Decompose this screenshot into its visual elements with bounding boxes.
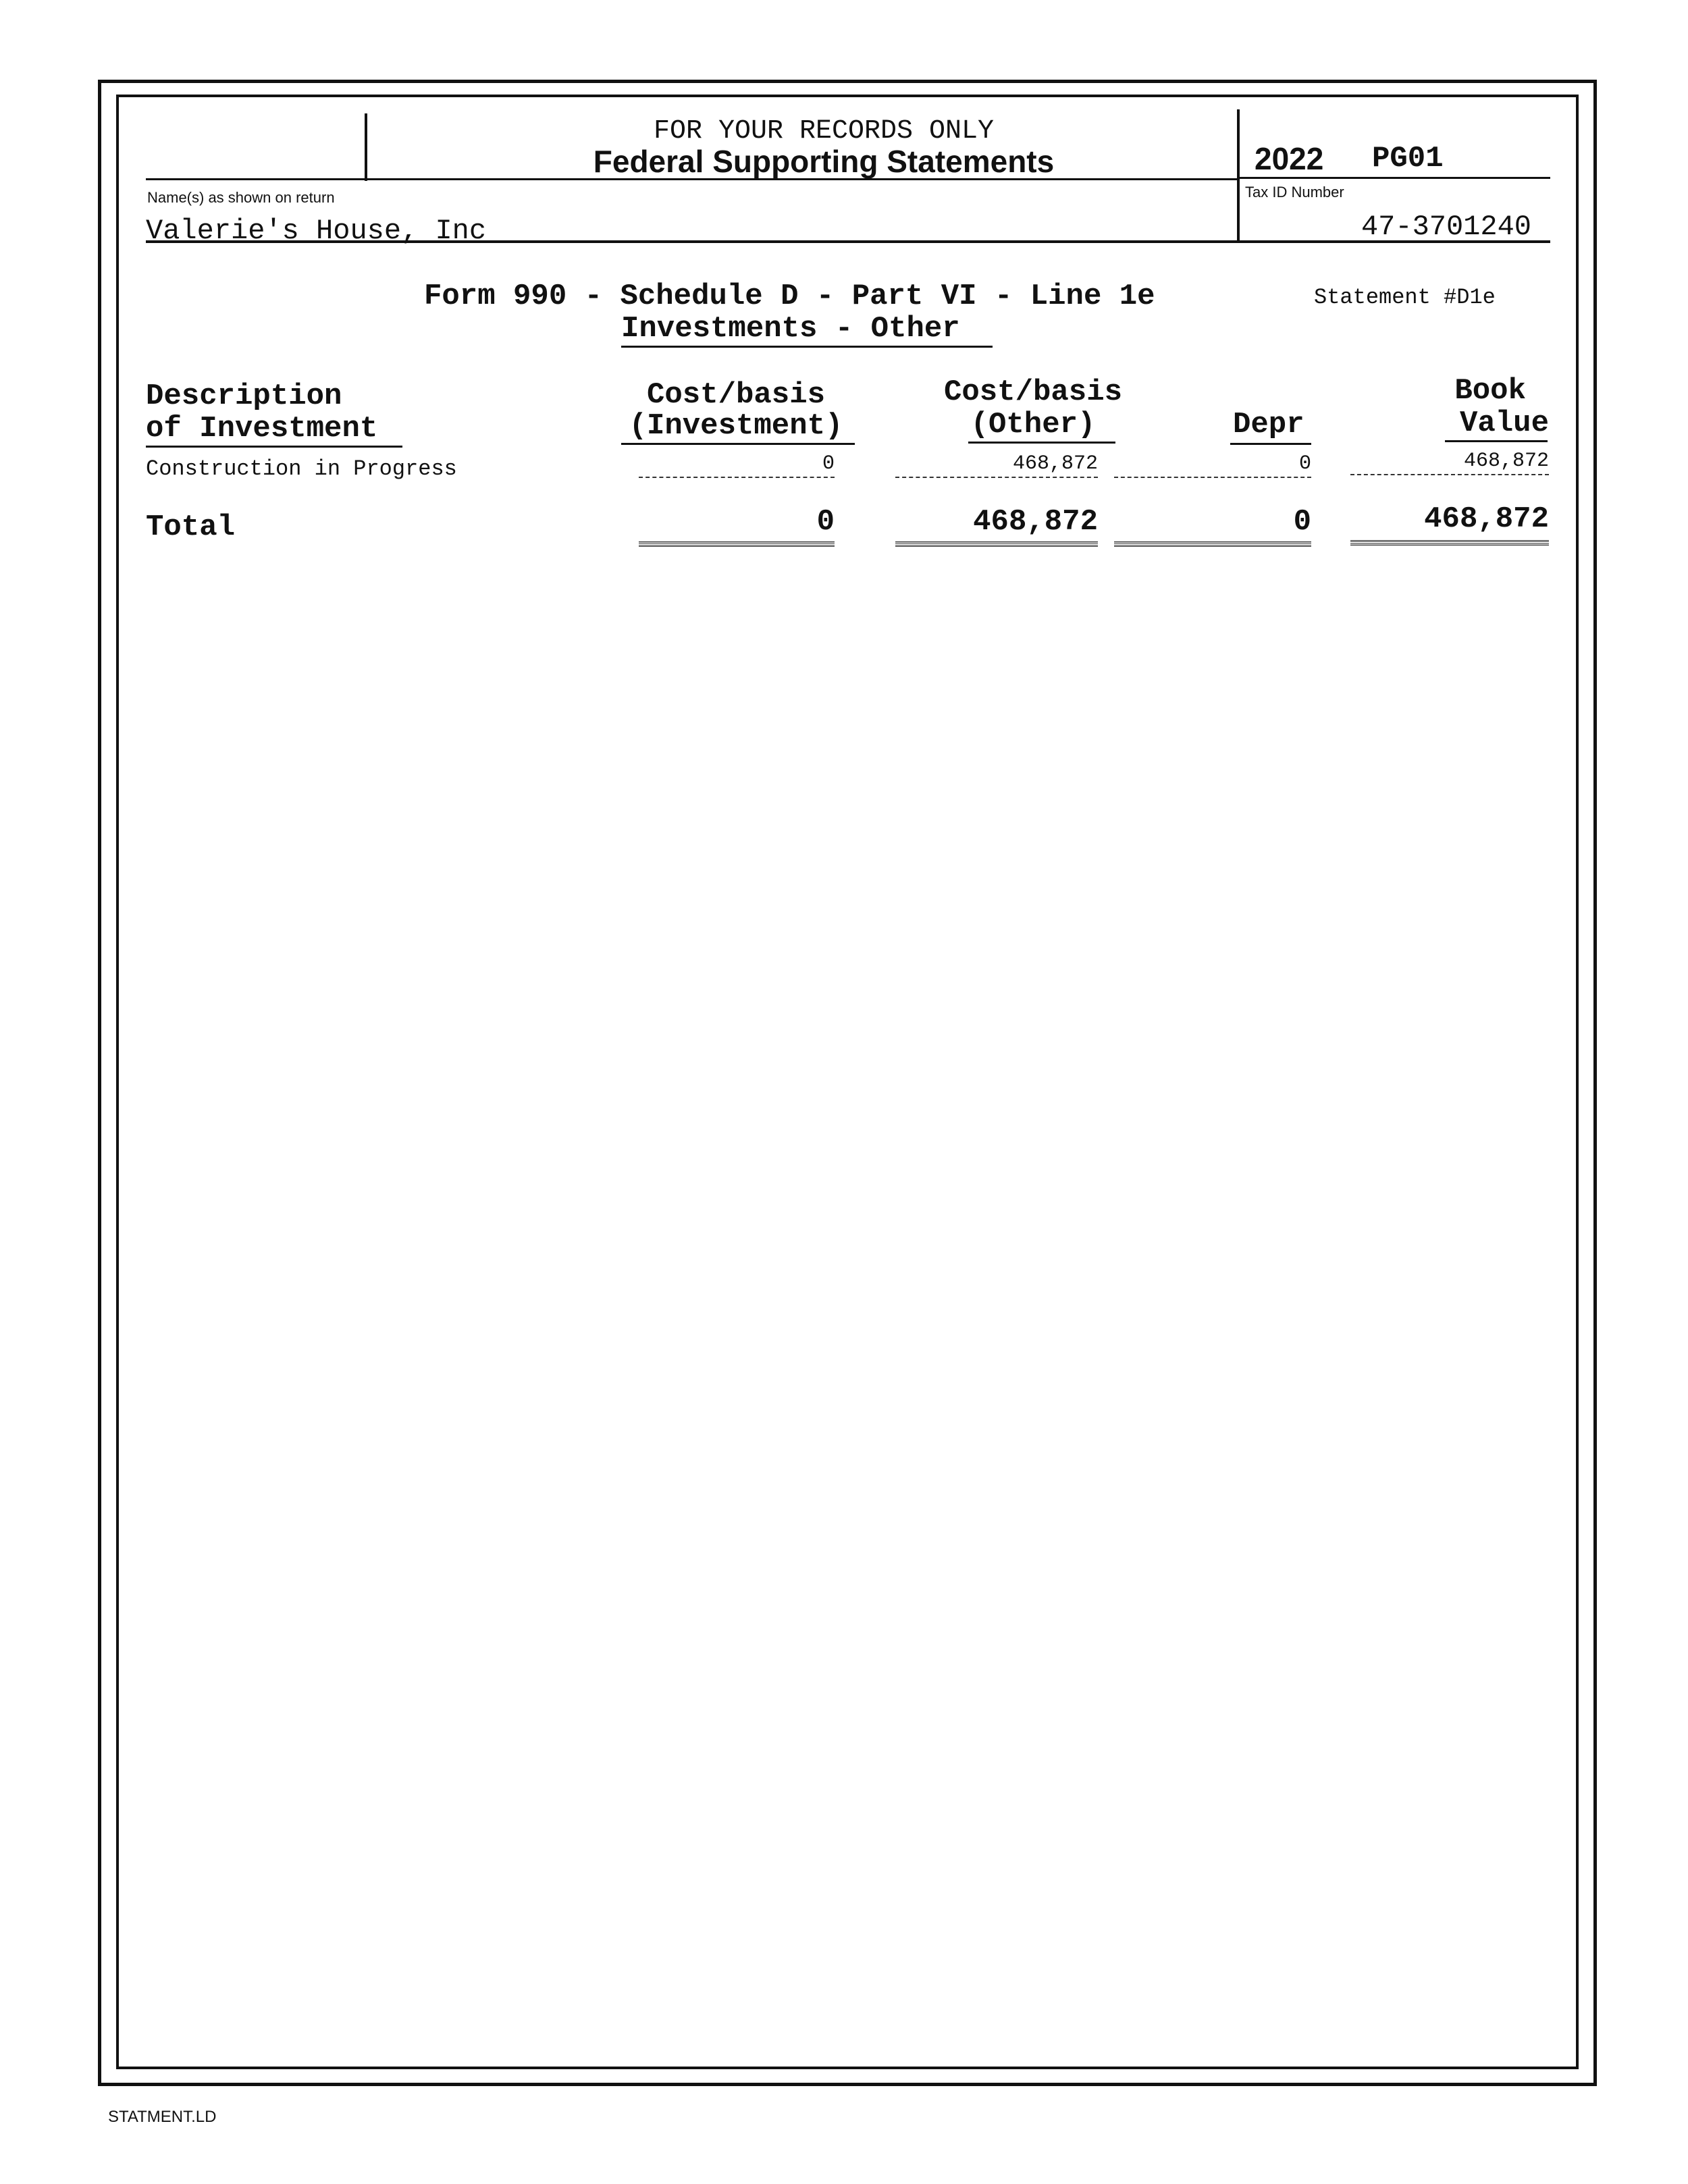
col-cost-other-line2: (Other) bbox=[970, 408, 1096, 442]
subtitle-underline bbox=[621, 346, 993, 348]
header-year-rule bbox=[1238, 177, 1550, 179]
total-cost-other-double-rule bbox=[895, 541, 1098, 547]
row-cost-investment: 0 bbox=[822, 452, 835, 475]
form-code-footer: STATMENT.LD bbox=[108, 2108, 217, 2126]
row-depr: 0 bbox=[1298, 452, 1311, 475]
col-description-line1: Description bbox=[146, 379, 342, 413]
col-cost-investment-line2: (Investment) bbox=[629, 409, 843, 443]
statement-subtitle: Investments - Other bbox=[621, 312, 960, 346]
col-cost-other-underline bbox=[968, 442, 1115, 444]
col-description-underline bbox=[146, 446, 402, 448]
row-cost-investment-rule bbox=[639, 477, 835, 478]
row-book-value-rule bbox=[1350, 474, 1549, 475]
col-description-line2: of Investment bbox=[146, 412, 378, 446]
col-book-underline bbox=[1445, 440, 1548, 442]
col-book-line2: Value bbox=[1459, 406, 1549, 440]
records-only-note: FOR YOUR RECORDS ONLY bbox=[653, 116, 995, 147]
row-cost-other: 468,872 bbox=[1012, 452, 1098, 475]
total-cost-investment-double-rule bbox=[639, 541, 835, 547]
total-depr: 0 bbox=[1293, 505, 1311, 539]
col-depr: Depr bbox=[1233, 408, 1304, 442]
page-code: PG01 bbox=[1372, 142, 1444, 176]
row-depr-rule bbox=[1114, 477, 1311, 478]
col-cost-investment-underline bbox=[621, 443, 855, 445]
total-cost-other: 468,872 bbox=[973, 505, 1098, 539]
total-depr-double-rule bbox=[1114, 541, 1311, 547]
col-book-line1: Book bbox=[1454, 374, 1526, 408]
row-cost-other-rule bbox=[895, 477, 1098, 478]
tax-year: 2022 bbox=[1255, 141, 1324, 176]
col-cost-investment-line1: Cost/basis bbox=[646, 378, 826, 412]
total-cost-investment: 0 bbox=[816, 505, 835, 539]
total-book-value-double-rule bbox=[1350, 540, 1549, 545]
form-line-heading: Form 990 - Schedule D - Part VI - Line 1e bbox=[424, 279, 1155, 313]
total-book-value: 468,872 bbox=[1424, 502, 1549, 536]
taxpayer-name: Valerie's House, Inc bbox=[146, 215, 487, 247]
col-depr-underline bbox=[1230, 443, 1311, 445]
total-label: Total bbox=[146, 510, 236, 544]
row-book-value: 468,872 bbox=[1463, 450, 1549, 473]
col-cost-other-line1: Cost/basis bbox=[943, 375, 1123, 409]
tax-id-label: Tax ID Number bbox=[1245, 184, 1344, 201]
tax-id-number: 47-3701240 bbox=[1361, 211, 1531, 243]
header-left-divider bbox=[365, 113, 367, 181]
page-title: Federal Supporting Statements bbox=[593, 144, 1055, 179]
row-description: Construction in Progress bbox=[146, 456, 457, 481]
statement-number: Statement #D1e bbox=[1314, 285, 1496, 310]
name-label: Name(s) as shown on return bbox=[147, 189, 335, 206]
header-right-divider bbox=[1237, 109, 1240, 242]
